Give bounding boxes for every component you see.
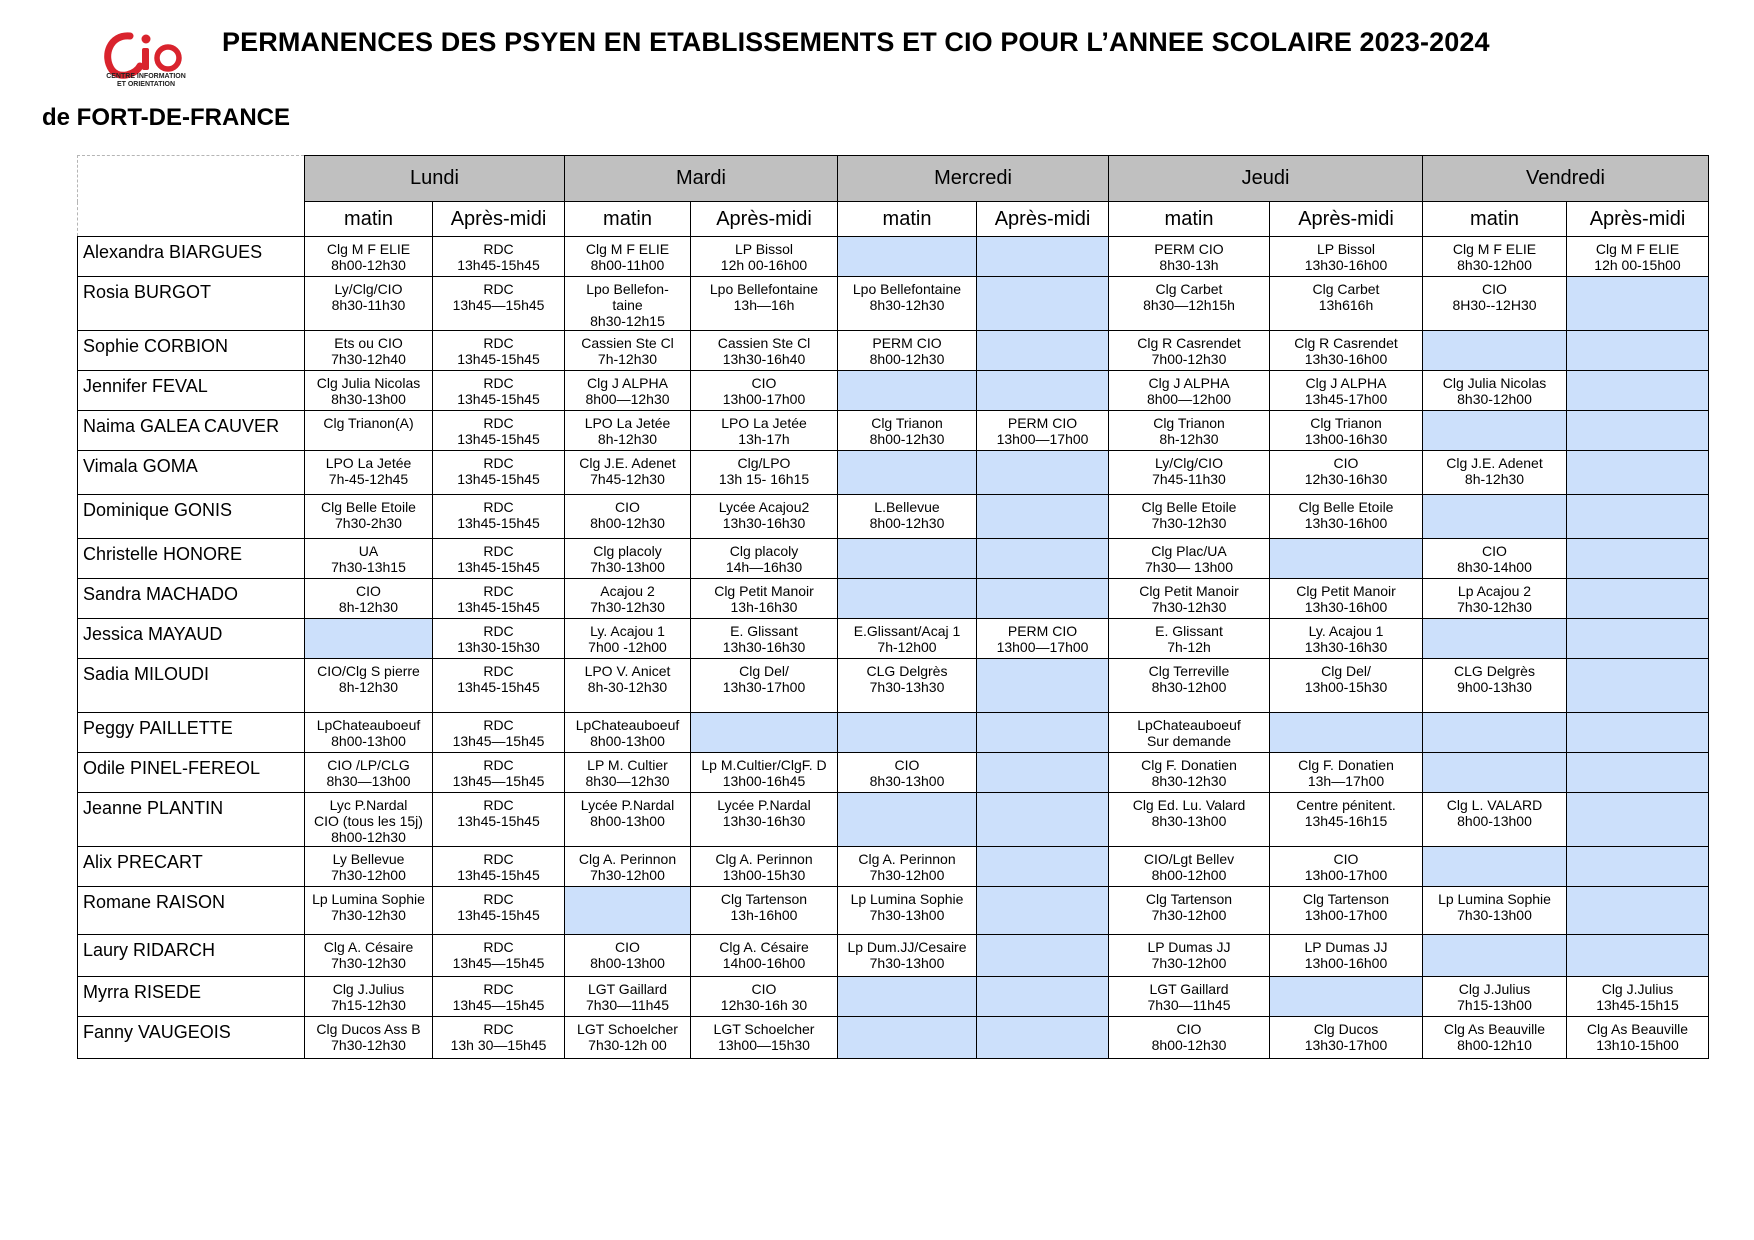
schedule-slot: LPO V. Anicet 8h-30-12h30 [565,659,691,713]
person-name: Vimala GOMA [78,451,305,495]
schedule-slot: Clg J.Julius 13h45-15h15 [1567,977,1709,1017]
schedule-slot: RDC 13h45—15h45 [433,753,565,793]
schedule-slot [838,579,977,619]
schedule-slot: Clg As Beauville 8h00-12h10 [1423,1017,1567,1059]
page-title: PERMANENCES DES PSYEN EN ETABLISSEMENTS ET CIO POUR L’ANNEE SCOLAIRE 2023-2024 [222,27,1490,57]
table-row [78,371,1709,411]
schedule-slot: Lpo Bellefontaine 8h30-12h30 [838,277,977,331]
schedule-slot [977,539,1109,579]
table-row [78,579,1709,619]
period-header-apres-midi: Après-midi [1270,202,1423,237]
schedule-slot: Clg Trianon 8h00-12h30 [838,411,977,451]
schedule-slot [977,1017,1109,1059]
schedule-slot [977,793,1109,847]
schedule-slot: Clg J.Julius 7h15-12h30 [305,977,433,1017]
schedule-slot: RDC 13h45—15h45 [433,713,565,753]
schedule-slot: L.Bellevue 8h00-12h30 [838,495,977,539]
schedule-slot: UA 7h30-13h15 [305,539,433,579]
schedule-slot: Lycée P.Nardal 13h30-16h30 [691,793,838,847]
schedule-slot: Acajou 2 7h30-12h30 [565,579,691,619]
person-name: Naima GALEA CAUVER [78,411,305,451]
schedule-slot: Lp Lumina Sophie 7h30-12h30 [305,887,433,935]
schedule-slot [1270,713,1423,753]
schedule-slot: Clg Tartenson 7h30-12h00 [1109,887,1270,935]
schedule-slot: RDC 13h45-15h45 [433,371,565,411]
schedule-slot: Clg/LPO 13h 15- 16h15 [691,451,838,495]
schedule-slot: E. Glissant 13h30-16h30 [691,619,838,659]
schedule-slot [1423,935,1567,977]
period-header-matin: matin [1423,202,1567,237]
schedule-slot: LPO La Jetée 8h-12h30 [565,411,691,451]
schedule-slot [1423,847,1567,887]
schedule-slot: CIO 8h30-14h00 [1423,539,1567,579]
table-row [78,935,1709,977]
period-header-row [78,202,1709,237]
period-header-apres-midi: Après-midi [1567,202,1709,237]
schedule-slot [1567,713,1709,753]
schedule-slot: Clg L. VALARD 8h00-13h00 [1423,793,1567,847]
schedule-slot [977,331,1109,371]
schedule-slot: CIO 8h00-13h00 [565,935,691,977]
schedule-slot [977,977,1109,1017]
schedule-slot: LP Bissol 12h 00-16h00 [691,237,838,277]
schedule-slot: LP Dumas JJ 13h00-16h00 [1270,935,1423,977]
schedule-body [78,237,1709,1059]
schedule-slot: RDC 13h45-15h45 [433,451,565,495]
schedule-slot: Clg A. Césaire 14h00-16h00 [691,935,838,977]
schedule-slot [977,277,1109,331]
schedule-slot: LP Dumas JJ 7h30-12h00 [1109,935,1270,977]
schedule-slot: Clg Belle Etoile 13h30-16h00 [1270,495,1423,539]
schedule-slot: RDC 13h30-15h30 [433,619,565,659]
schedule-slot: CIO /LP/CLG 8h30—13h00 [305,753,433,793]
schedule-slot: Clg Tartenson 13h00-17h00 [1270,887,1423,935]
table-row [78,847,1709,887]
schedule-slot: RDC 13h 30—15h45 [433,1017,565,1059]
schedule-slot: LGT Schoelcher 7h30-12h 00 [565,1017,691,1059]
schedule-slot: CIO 12h30-16h 30 [691,977,838,1017]
schedule-slot [977,935,1109,977]
schedule-slot: LPO La Jetée 7h-45-12h45 [305,451,433,495]
schedule-slot: Clg placoly 14h—16h30 [691,539,838,579]
person-name: Laury RIDARCH [78,935,305,977]
schedule-slot: LPO La Jetée 13h-17h [691,411,838,451]
schedule-slot: LGT Gaillard 7h30—11h45 [1109,977,1270,1017]
schedule-slot [977,579,1109,619]
table-row [78,411,1709,451]
schedule-slot [1567,539,1709,579]
schedule-slot: Lp Lumina Sophie 7h30-13h00 [838,887,977,935]
schedule-slot [1423,411,1567,451]
table-row [78,237,1709,277]
schedule-slot [1567,495,1709,539]
schedule-slot: Clg A. Perinnon 7h30-12h00 [838,847,977,887]
schedule-slot: E.Glissant/Acaj 1 7h-12h00 [838,619,977,659]
schedule-slot: Clg F. Donatien 8h30-12h30 [1109,753,1270,793]
schedule-slot: PERM CIO 13h00—17h00 [977,411,1109,451]
schedule-slot [1567,331,1709,371]
schedule-slot: Lp Acajou 2 7h30-12h30 [1423,579,1567,619]
schedule-slot: RDC 13h45-15h45 [433,411,565,451]
schedule-slot: Clg J.E. Adenet 7h45-12h30 [565,451,691,495]
schedule-slot: Clg Terreville 8h30-12h00 [1109,659,1270,713]
schedule-table [77,155,1709,1059]
schedule-slot: Ets ou CIO 7h30-12h40 [305,331,433,371]
day-header-lundi: Lundi [305,156,565,202]
schedule-slot: PERM CIO 13h00—17h00 [977,619,1109,659]
table-row [78,495,1709,539]
schedule-slot: Clg Del/ 13h00-15h30 [1270,659,1423,713]
schedule-slot: Lycée P.Nardal 8h00-13h00 [565,793,691,847]
schedule-slot [1567,411,1709,451]
schedule-slot: CIO 12h30-16h30 [1270,451,1423,495]
schedule-slot [1423,753,1567,793]
person-name: Sophie CORBION [78,331,305,371]
schedule-slot: LpChateauboeuf 8h00-13h00 [305,713,433,753]
schedule-slot: Lycée Acajou2 13h30-16h30 [691,495,838,539]
schedule-slot [977,451,1109,495]
schedule-slot: Clg Petit Manoir 13h30-16h00 [1270,579,1423,619]
day-header-jeudi: Jeudi [1109,156,1423,202]
schedule-slot: RDC 13h45—15h45 [433,977,565,1017]
table-row [78,619,1709,659]
schedule-slot: CLG Delgrès 9h00-13h30 [1423,659,1567,713]
schedule-slot [838,237,977,277]
schedule-slot [838,1017,977,1059]
schedule-slot: Clg A. Perinnon 7h30-12h00 [565,847,691,887]
day-header-row [78,156,1709,202]
schedule-slot: RDC 13h45-15h45 [433,579,565,619]
schedule-slot: LGT Schoelcher 13h00—15h30 [691,1017,838,1059]
schedule-slot: Clg M F ELIE 8h00-11h00 [565,237,691,277]
schedule-slot: Clg Plac/UA 7h30— 13h00 [1109,539,1270,579]
schedule-slot: RDC 13h45-15h45 [433,539,565,579]
schedule-slot: CIO 13h00-17h00 [691,371,838,411]
schedule-slot [838,371,977,411]
schedule-slot: CIO 8H30--12H30 [1423,277,1567,331]
schedule-slot: Clg Ed. Lu. Valard 8h30-13h00 [1109,793,1270,847]
schedule-slot: CIO/Clg S pierre 8h-12h30 [305,659,433,713]
schedule-slot: Lpo Bellefon- taine 8h30-12h15 [565,277,691,331]
schedule-slot: Clg R Casrendet 7h00-12h30 [1109,331,1270,371]
schedule-slot: Ly. Acajou 1 13h30-16h30 [1270,619,1423,659]
schedule-slot: Lp Lumina Sophie 7h30-13h00 [1423,887,1567,935]
table-row [78,539,1709,579]
schedule-slot [838,539,977,579]
schedule-slot [1567,887,1709,935]
logo-caption: CENTRE INFORMATION ET ORIENTATION [106,73,186,88]
corner-cell [78,156,305,202]
table-row [78,451,1709,495]
schedule-slot [1567,847,1709,887]
schedule-slot: CIO 8h00-12h30 [565,495,691,539]
schedule-slot: Clg Tartenson 13h-16h00 [691,887,838,935]
schedule-slot: Clg Del/ 13h30-17h00 [691,659,838,713]
schedule-slot: LGT Gaillard 7h30—11h45 [565,977,691,1017]
person-name: Jeanne PLANTIN [78,793,305,847]
schedule-slot: PERM CIO 8h30-13h [1109,237,1270,277]
schedule-slot: Ly Bellevue 7h30-12h00 [305,847,433,887]
schedule-slot: Clg Trianon(A) [305,411,433,451]
schedule-slot: Clg A. Césaire 7h30-12h30 [305,935,433,977]
schedule-slot [977,371,1109,411]
schedule-slot: Clg Trianon 13h00-16h30 [1270,411,1423,451]
schedule-slot [977,659,1109,713]
schedule-slot [1567,753,1709,793]
schedule-slot [1270,977,1423,1017]
schedule-slot [1423,713,1567,753]
person-name: Rosia BURGOT [78,277,305,331]
schedule-slot: CLG Delgrès 7h30-13h30 [838,659,977,713]
schedule-slot: Clg A. Perinnon 13h00-15h30 [691,847,838,887]
person-name: Romane RAISON [78,887,305,935]
table-row [78,977,1709,1017]
schedule-slot [977,495,1109,539]
person-name: Christelle HONORE [78,539,305,579]
schedule-slot: Clg M F ELIE 12h 00-15h00 [1567,237,1709,277]
period-header-apres-midi: Après-midi [977,202,1109,237]
schedule-slot [691,713,838,753]
table-row [78,713,1709,753]
schedule-slot: Ly/Clg/CIO 7h45-11h30 [1109,451,1270,495]
schedule-slot [1423,619,1567,659]
schedule-slot: Clg R Casrendet 13h30-16h00 [1270,331,1423,371]
schedule-slot [838,977,977,1017]
table-row [78,793,1709,847]
schedule-slot: Clg J ALPHA 8h00—12h00 [1109,371,1270,411]
schedule-slot: LP Bissol 13h30-16h00 [1270,237,1423,277]
schedule-slot: CIO 13h00-17h00 [1270,847,1423,887]
schedule-slot: CIO 8h30-13h00 [838,753,977,793]
schedule-slot: RDC 13h45-15h45 [433,847,565,887]
schedule-slot: Lp M.Cultier/ClgF. D 13h00-16h45 [691,753,838,793]
schedule-slot: Clg Julia Nicolas 8h30-13h00 [305,371,433,411]
schedule-slot: RDC 13h45-15h45 [433,331,565,371]
schedule-slot: Clg J.E. Adenet 8h-12h30 [1423,451,1567,495]
schedule-slot [977,847,1109,887]
person-name: Sadia MILOUDI [78,659,305,713]
schedule-slot: Clg Belle Etoile 7h30-12h30 [1109,495,1270,539]
schedule-slot: Clg Petit Manoir 13h-16h30 [691,579,838,619]
person-name: Alexandra BIARGUES [78,237,305,277]
schedule-slot: Cassien Ste Cl 13h30-16h40 [691,331,838,371]
schedule-slot: Ly/Clg/CIO 8h30-11h30 [305,277,433,331]
schedule-slot: Lyc P.Nardal CIO (tous les 15j) 8h00-12h30 [305,793,433,847]
table-row [78,277,1709,331]
person-name: Fanny VAUGEOIS [78,1017,305,1059]
schedule-slot: RDC 13h45—15h45 [433,277,565,331]
schedule-slot: LpChateauboeuf 8h00-13h00 [565,713,691,753]
schedule-slot: Clg Carbet 8h30—12h15h [1109,277,1270,331]
table-row [78,659,1709,713]
schedule-slot: RDC 13h45-15h45 [433,887,565,935]
schedule-slot: CIO 8h-12h30 [305,579,433,619]
person-name: Odile PINEL-FEREOL [78,753,305,793]
schedule-slot: Clg As Beauville 13h10-15h00 [1567,1017,1709,1059]
schedule-slot [1423,331,1567,371]
schedule-slot [977,753,1109,793]
schedule-slot: Clg Belle Etoile 7h30-2h30 [305,495,433,539]
table-row [78,331,1709,371]
schedule-slot: Lp Dum.JJ/Cesaire 7h30-13h00 [838,935,977,977]
period-header-matin: matin [305,202,433,237]
period-header-matin: matin [565,202,691,237]
schedule-slot: Clg M F ELIE 8h00-12h30 [305,237,433,277]
schedule-slot: CIO/Lgt Bellev 8h00-12h00 [1109,847,1270,887]
schedule-slot: Clg Ducos Ass B 7h30-12h30 [305,1017,433,1059]
schedule-slot: Clg J.Julius 7h15-13h00 [1423,977,1567,1017]
schedule-slot: E. Glissant 7h-12h [1109,619,1270,659]
person-name: Sandra MACHADO [78,579,305,619]
day-header-vendredi: Vendredi [1423,156,1709,202]
schedule-slot [1567,579,1709,619]
person-name: Myrra RISEDE [78,977,305,1017]
page-subtitle: de FORT-DE-FRANCE [42,104,290,131]
schedule-slot: Centre pénitent. 13h45-16h15 [1270,793,1423,847]
schedule-slot: PERM CIO 8h00-12h30 [838,331,977,371]
schedule-slot: Cassien Ste Cl 7h-12h30 [565,331,691,371]
person-name: Dominique GONIS [78,495,305,539]
day-header-mercredi: Mercredi [838,156,1109,202]
schedule-slot: Ly. Acajou 1 7h00 -12h00 [565,619,691,659]
schedule-slot: RDC 13h45-15h45 [433,237,565,277]
schedule-slot [1567,371,1709,411]
schedule-slot [977,887,1109,935]
schedule-slot: CIO 8h00-12h30 [1109,1017,1270,1059]
corner-cell-lower [78,202,305,237]
schedule-slot: Clg Ducos 13h30-17h00 [1270,1017,1423,1059]
schedule-slot: Clg F. Donatien 13h—17h00 [1270,753,1423,793]
period-header-matin: matin [1109,202,1270,237]
schedule-slot: Clg Trianon 8h-12h30 [1109,411,1270,451]
schedule-slot [1567,451,1709,495]
person-name: Peggy PAILLETTE [78,713,305,753]
schedule-slot [1567,659,1709,713]
schedule-slot [1567,793,1709,847]
schedule-slot: Lpo Bellefontaine 13h—16h [691,277,838,331]
schedule-slot: Clg J ALPHA 8h00—12h30 [565,371,691,411]
schedule-slot [565,887,691,935]
schedule-slot [305,619,433,659]
schedule-slot: Clg placoly 7h30-13h00 [565,539,691,579]
schedule-slot: RDC 13h45—15h45 [433,935,565,977]
schedule-slot [838,713,977,753]
schedule-slot: LpChateauboeuf Sur demande [1109,713,1270,753]
schedule-slot [1567,277,1709,331]
table-row [78,753,1709,793]
schedule-slot: Clg Petit Manoir 7h30-12h30 [1109,579,1270,619]
schedule-slot [838,793,977,847]
schedule-slot [1270,539,1423,579]
person-name: Jessica MAYAUD [78,619,305,659]
schedule-slot: LP M. Cultier 8h30—12h30 [565,753,691,793]
schedule-slot [977,237,1109,277]
schedule-slot: Clg Julia Nicolas 8h30-12h00 [1423,371,1567,411]
schedule-slot [1423,495,1567,539]
schedule-slot [977,713,1109,753]
schedule-slot [838,451,977,495]
schedule-slot: Clg M F ELIE 8h30-12h00 [1423,237,1567,277]
person-name: Jennifer FEVAL [78,371,305,411]
table-row [78,887,1709,935]
day-header-mardi: Mardi [565,156,838,202]
schedule-slot: RDC 13h45-15h45 [433,793,565,847]
table-row [78,1017,1709,1059]
schedule-slot: Clg Carbet 13h616h [1270,277,1423,331]
schedule-slot [1567,935,1709,977]
schedule-slot: RDC 13h45-15h45 [433,495,565,539]
period-header-apres-midi: Après-midi [433,202,565,237]
period-header-apres-midi: Après-midi [691,202,838,237]
schedule-slot: Clg J ALPHA 13h45-17h00 [1270,371,1423,411]
schedule-slot: RDC 13h45-15h45 [433,659,565,713]
schedule-slot [1567,619,1709,659]
person-name: Alix PRECART [78,847,305,887]
period-header-matin: matin [838,202,977,237]
